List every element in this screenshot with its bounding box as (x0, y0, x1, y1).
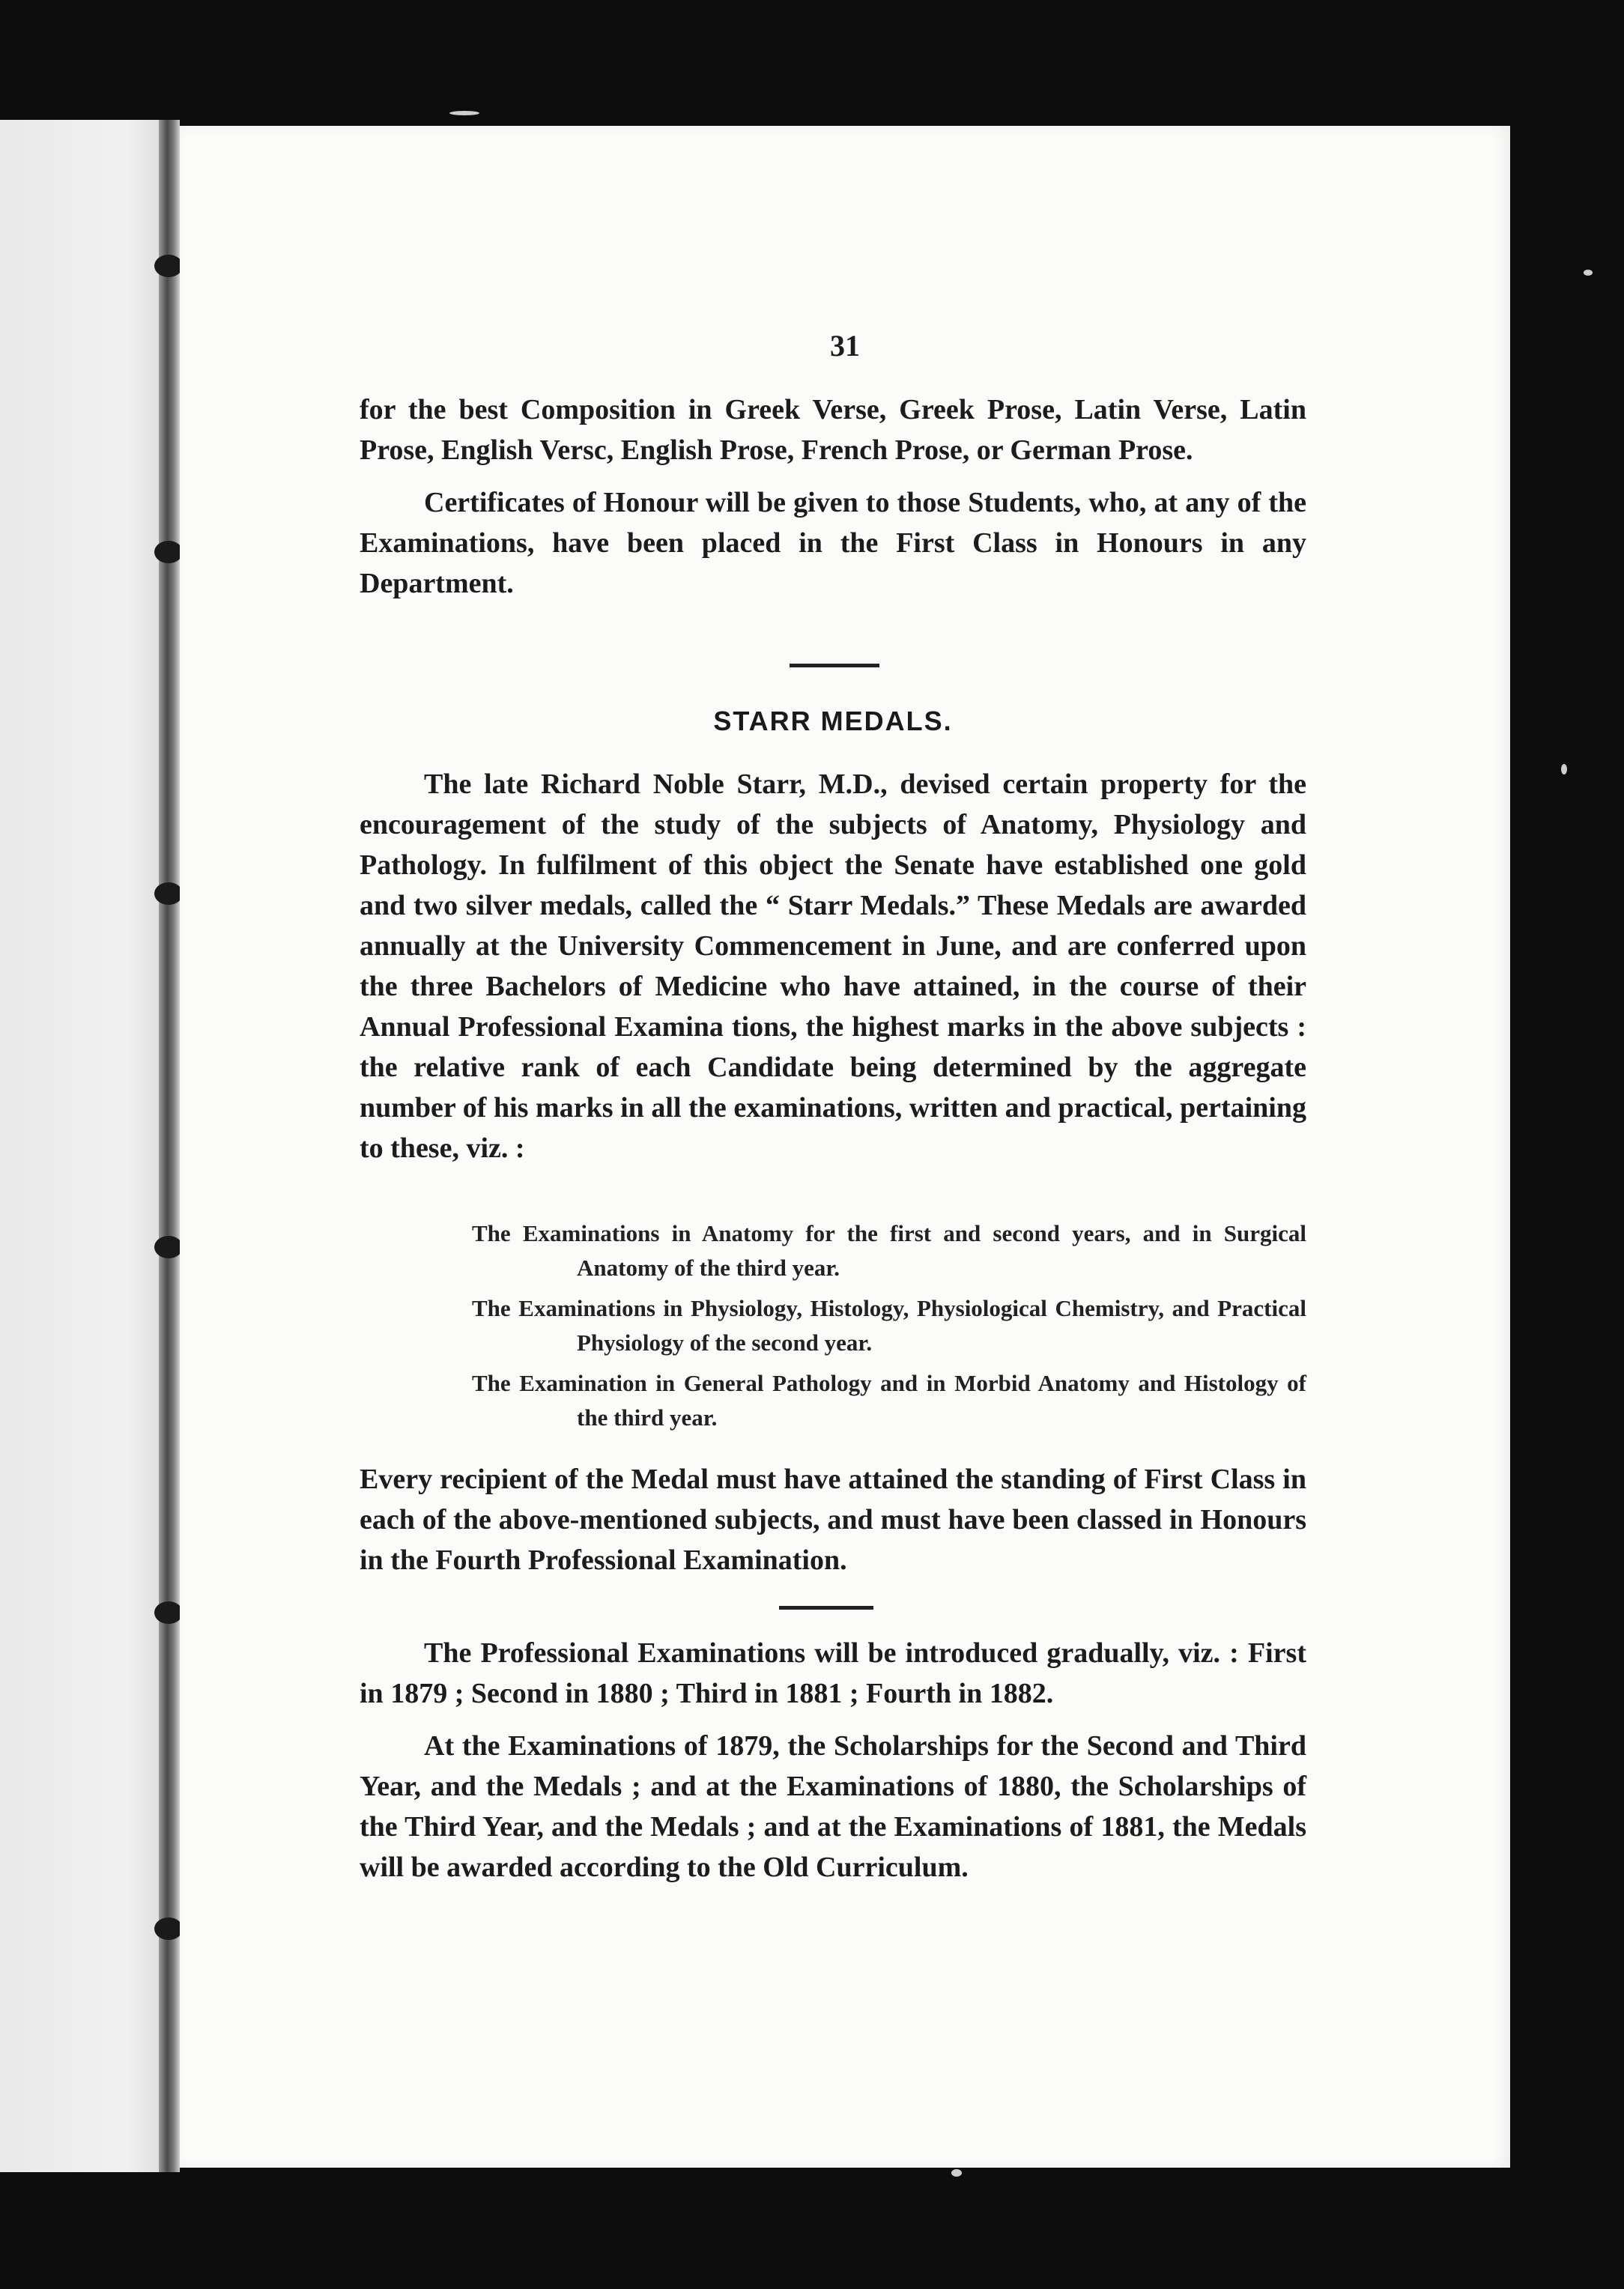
section-heading: STARR MEDALS. (713, 706, 953, 736)
intro-text (360, 389, 1306, 616)
intro-paragraph: for the best Composition in Greek Verse, Greek Prose, Latin Verse, Latin Prose, English Versc, English Prose, French Prose, or German Prose. (360, 394, 1306, 466)
binding-stitch (154, 541, 183, 563)
scan-speck (1561, 764, 1567, 774)
intro-paragraph: Certificates of Honour will be given to those Students, who, at any of the Examinations, have been placed in the First Class in Honours in any Department. (360, 487, 1306, 599)
binding-stitch (154, 255, 183, 277)
scan-speck (1584, 270, 1593, 276)
list-item: The Examinations in Physiology, Histology, Physiological Chemistry, and Practical Physiology of the second year. (472, 1295, 1306, 1356)
book-spine (159, 120, 180, 2172)
binding-stitch (154, 1917, 183, 1940)
binding-stitch (154, 1601, 183, 1624)
section-divider (790, 664, 879, 667)
final-paragraph: The Professional Examinations will be introduced gradually, viz. : First in 1879 ; Second in 1880 ; Third in 1881 ; Fourth in 1882. (360, 1637, 1306, 1709)
scan-speck (449, 111, 479, 115)
examinations-list (472, 1216, 1306, 1441)
scan-speck (951, 2169, 962, 2177)
starr-paragraph: The late Richard Noble Starr, M.D., devised certain property for the encouragement of the study of the subjects of Anatomy, Physiology and Pathology. In fulfilment of this object the Senate have established one gold and two silver medals, called the “ Starr Medals.” These Medals are awarded annually at the University Commencement in June, and are conferred upon the three Bachelors of Medicine who have attained, in the course of their Annual Professional Examina tions, the highest marks in the above subjects : the relative rank of each Candidate being determined by the aggregate number of his marks in all the examinations, written and practical, pertaining to these, viz. : (360, 768, 1306, 1164)
binding-stitch (154, 882, 183, 905)
starr-paragraph-block (360, 764, 1306, 1180)
list-item: The Examinations in Anatomy for the first and second years, and in Surgical Anatomy of the third year. (472, 1220, 1306, 1281)
starr-closing-paragraph: Every recipient of the Medal must have attained the standing of First Class in each of the above-mentioned subjects, and must have been classed in Honours in the Fourth Professional Examination. (360, 1464, 1306, 1576)
facing-page-edge (0, 120, 180, 2172)
page-number: 31 (830, 329, 860, 363)
binding-stitch (154, 1236, 183, 1258)
list-item: The Examination in General Pathology and in Morbid Anatomy and Histology of the third year. (472, 1370, 1306, 1431)
starr-closing-block (360, 1459, 1306, 1592)
document-page (180, 126, 1510, 2168)
final-paragraph: At the Examinations of 1879, the Scholarships for the Second and Third Year, and the Medals ; and at the Examinations of 1880, the Scholarships of the Third Year, and the Medals ; and at the Examinations of 1881, the Medals will be awarded according to the Old Curriculum. (360, 1730, 1306, 1883)
final-text (360, 1633, 1306, 1900)
section-divider (779, 1606, 873, 1610)
